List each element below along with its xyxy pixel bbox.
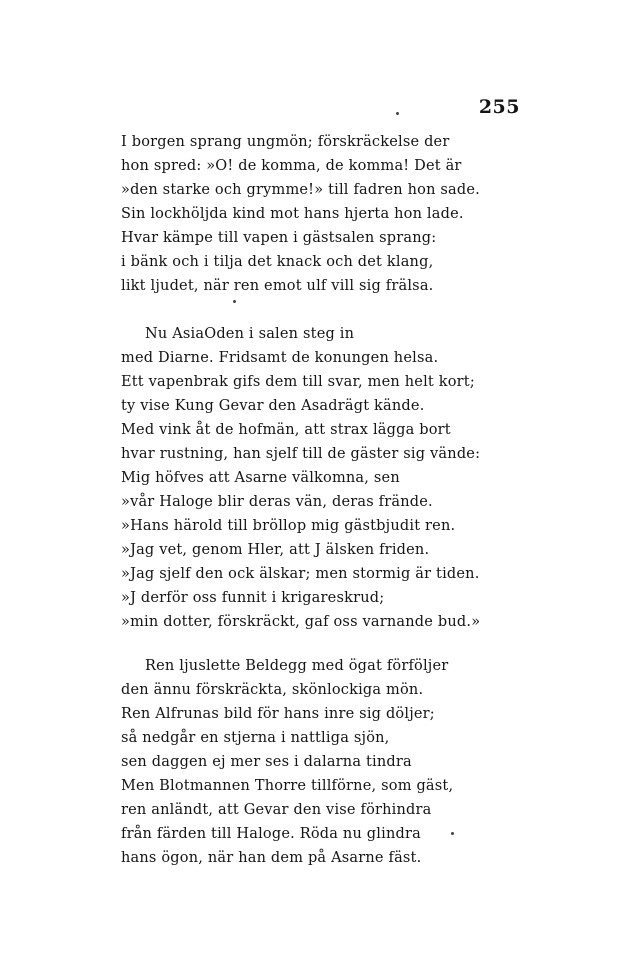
poem-line: »Jag sjelf den ock älskar; men stormig är tiden. — [121, 566, 480, 582]
poem-line: sen daggen ej mer ses i dalarna tindra — [121, 754, 412, 770]
poem-line: den ännu förskräckta, skönlockiga mön. — [121, 682, 424, 698]
poem-line: ty vise Kung Gevar den Asadrägt kände. — [121, 398, 425, 414]
poem-line: »vår Haloge blir deras vän, deras frände. — [121, 494, 433, 510]
poem-line: Sin lockhöljda kind mot hans hjerta hon lade. — [121, 206, 464, 222]
poem-line: Med vink åt de hofmän, att strax lägga bort — [121, 422, 451, 438]
poem-line: »J derför oss funnit i krigareskrud; — [121, 590, 385, 606]
poem-line: från färden till Haloge. Röda nu glindra — [121, 826, 421, 842]
speck-mark — [451, 832, 454, 835]
speck-mark — [396, 112, 399, 115]
poem-line: hvar rustning, han sjelf till de gäster sig vände: — [121, 446, 481, 462]
poem-line: »Hans härold till bröllop mig gästbjudit ren. — [121, 518, 456, 534]
poem-line: I borgen sprang ungmön; förskräckelse der — [121, 134, 450, 150]
poem-line: Ren ljuslette Beldegg med ögat förföljer — [145, 658, 449, 674]
poem-line: i bänk och i tilja det knack och det klang, — [121, 254, 434, 270]
poem-line: hon spred: »O! de komma, de komma! Det är — [121, 158, 462, 174]
poem-line: »min dotter, förskräckt, gaf oss varnande bud.» — [121, 614, 481, 630]
poem-line: ren anländt, att Gevar den vise förhindra — [121, 802, 432, 818]
poem-line: Hvar kämpe till vapen i gästsalen sprang: — [121, 230, 437, 246]
poem-line: Ren Alfrunas bild för hans inre sig döljer; — [121, 706, 435, 722]
poem-line: Nu AsiaOden i salen steg in — [145, 326, 355, 342]
poem-line: »Jag vet, genom Hler, att J älsken friden. — [121, 542, 430, 558]
poem-line: hans ögon, när han dem på Asarne fäst. — [121, 850, 422, 866]
page-number: 255 — [478, 96, 520, 118]
poem-line: likt ljudet, när ren emot ulf vill sig frälsa. — [121, 278, 434, 294]
poem-line: med Diarne. Fridsamt de konungen helsa. — [121, 350, 439, 366]
poem-line: »den starke och grymme!» till fadren hon sade. — [121, 182, 480, 198]
poem-line: Men Blotmannen Thorre tillförne, som gäst, — [121, 778, 454, 794]
poem-line: Mig höfves att Asarne välkomna, sen — [121, 470, 400, 486]
speck-mark — [233, 300, 236, 303]
poem-line: så nedgår en stjerna i nattliga sjön, — [121, 730, 390, 746]
poem-line: Ett vapenbrak gifs dem till svar, men helt kort; — [121, 374, 475, 390]
